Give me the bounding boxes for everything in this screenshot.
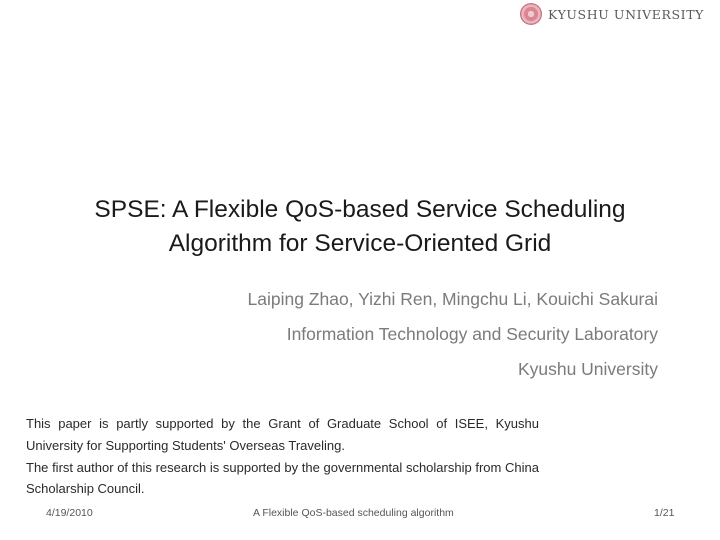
footer-page-number: 1/21 — [654, 507, 675, 519]
author-block — [247, 282, 658, 387]
title-line-2: Algorithm for Service-Oriented Grid — [168, 230, 552, 257]
slide-title — [70, 193, 650, 261]
university-logo — [520, 3, 704, 25]
footer-title: A Flexible QoS-based scheduling algorithm — [253, 507, 454, 519]
author-names: Laiping Zhao, Yizhi Ren, Mingchu Li, Kouichi Sakurai — [247, 289, 658, 309]
title-line-1: SPSE: A Flexible QoS-based Service Scheduling — [94, 196, 626, 223]
funding-note-line-1: This paper is partly supported by the Grant of Graduate School of ISEE, Kyushu University for Supporting Students' Overseas Traveling. — [26, 416, 539, 453]
logo-text: KYUSHU UNIVERSITY — [547, 6, 704, 22]
funding-note-line-2: The first author of this research is supported by the governmental scholarship from China Scholarship Council. — [26, 459, 539, 497]
author-lab: Information Technology and Security Laboratory — [286, 324, 658, 344]
author-university: Kyushu University — [517, 359, 658, 379]
funding-note — [26, 413, 539, 500]
kyushu-seal-icon — [520, 3, 542, 25]
footer-date: 4/19/2010 — [46, 507, 93, 519]
